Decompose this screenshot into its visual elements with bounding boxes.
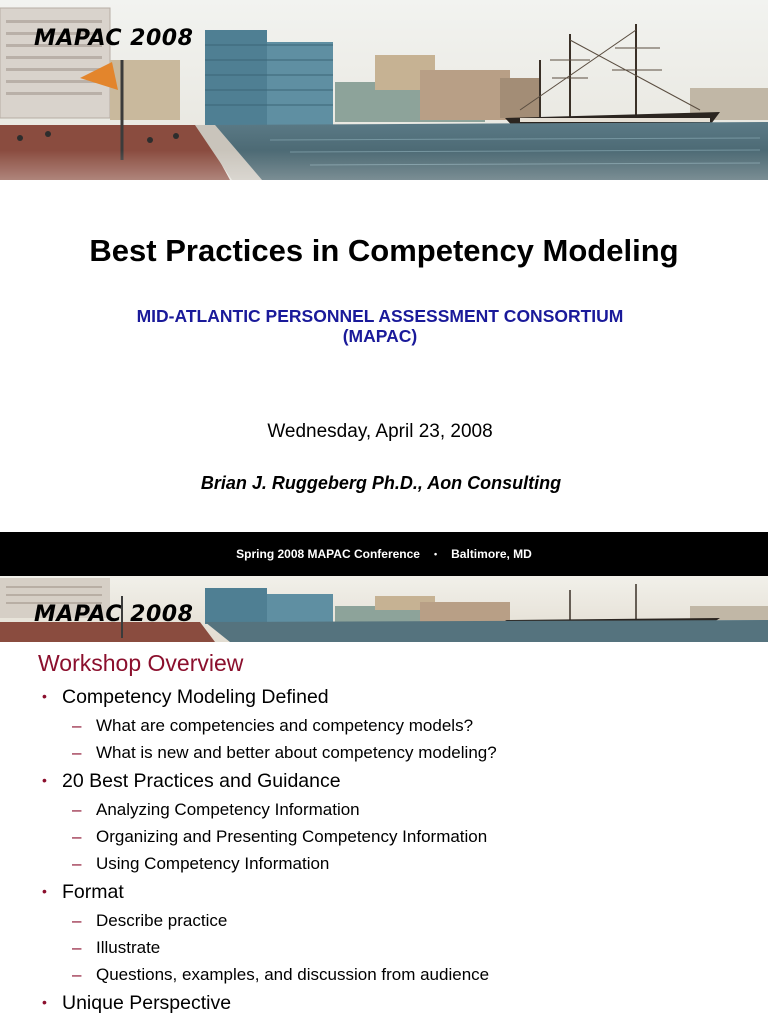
sub-bullet-marker: – xyxy=(72,827,82,846)
sub-bullet-item xyxy=(0,854,768,881)
bullet-text: Format xyxy=(62,881,124,903)
section-title: Workshop Overview xyxy=(38,650,244,676)
bullet-marker: • xyxy=(42,688,47,704)
sub-bullet-item xyxy=(0,743,768,770)
bullet-marker: • xyxy=(42,994,47,1010)
sub-bullet-text: Questions, examples, and discussion from audience xyxy=(96,965,490,984)
sub-bullet-text: Using Competency Information xyxy=(96,854,330,873)
bullet-text: Unique Perspective xyxy=(62,992,232,1014)
organization-name xyxy=(60,306,700,346)
presentation-date: Wednesday, April 23, 2008 xyxy=(267,421,493,442)
overview-slide xyxy=(0,576,768,1024)
footer-separator: • xyxy=(433,549,438,559)
sub-bullet-marker: – xyxy=(72,911,82,930)
bullet-item xyxy=(0,686,768,716)
sub-bullet-item xyxy=(0,911,768,938)
sub-bullet-item xyxy=(0,965,768,992)
bullet-list xyxy=(0,686,768,1022)
sub-bullet-marker: – xyxy=(72,716,82,735)
banner-title: MAPAC 2008 xyxy=(34,26,194,51)
bullet-item xyxy=(0,881,768,911)
sub-bullet-text: Illustrate xyxy=(96,938,161,957)
bullet-text: Competency Modeling Defined xyxy=(62,686,329,708)
sub-bullet-marker: – xyxy=(72,854,82,873)
bullet-marker: • xyxy=(42,883,47,899)
bullet-text: 20 Best Practices and Guidance xyxy=(62,770,341,792)
banner-title: MAPAC 2008 xyxy=(34,602,194,627)
sub-bullet-text: What is new and better about competency modeling? xyxy=(96,743,497,762)
bullet-item xyxy=(0,992,768,1022)
sub-bullet-item xyxy=(0,827,768,854)
sub-bullet-text: Analyzing Competency Information xyxy=(96,800,360,819)
sub-bullet-item xyxy=(0,800,768,827)
bullet-marker: • xyxy=(42,772,47,788)
footer-conference: Spring 2008 MAPAC Conference xyxy=(236,547,420,561)
footer-location: Baltimore, MD xyxy=(451,547,532,561)
sub-bullet-item xyxy=(0,716,768,743)
sub-bullet-marker: – xyxy=(72,938,82,957)
sub-bullet-item xyxy=(0,938,768,965)
sub-bullet-marker: – xyxy=(72,965,82,984)
sub-bullet-text: What are competencies and competency models? xyxy=(96,716,474,735)
harbor-banner-image xyxy=(0,576,768,642)
harbor-banner-image xyxy=(0,0,768,180)
organization-name-line2: (MAPAC) xyxy=(342,326,418,346)
sub-bullet-text: Organizing and Presenting Competency Information xyxy=(96,827,488,846)
sub-bullet-marker: – xyxy=(72,743,82,762)
presentation-title: Best Practices in Competency Modeling xyxy=(89,233,679,268)
presenter-name: Brian J. Ruggeberg Ph.D., Aon Consulting xyxy=(200,473,562,493)
sub-bullet-text: Describe practice xyxy=(96,911,228,930)
sub-bullet-marker: – xyxy=(72,800,82,819)
bullet-item xyxy=(0,770,768,800)
organization-name-line1: MID-ATLANTIC PERSONNEL ASSESSMENT CONSORTIUM xyxy=(136,306,624,326)
slide-footer xyxy=(0,532,768,576)
